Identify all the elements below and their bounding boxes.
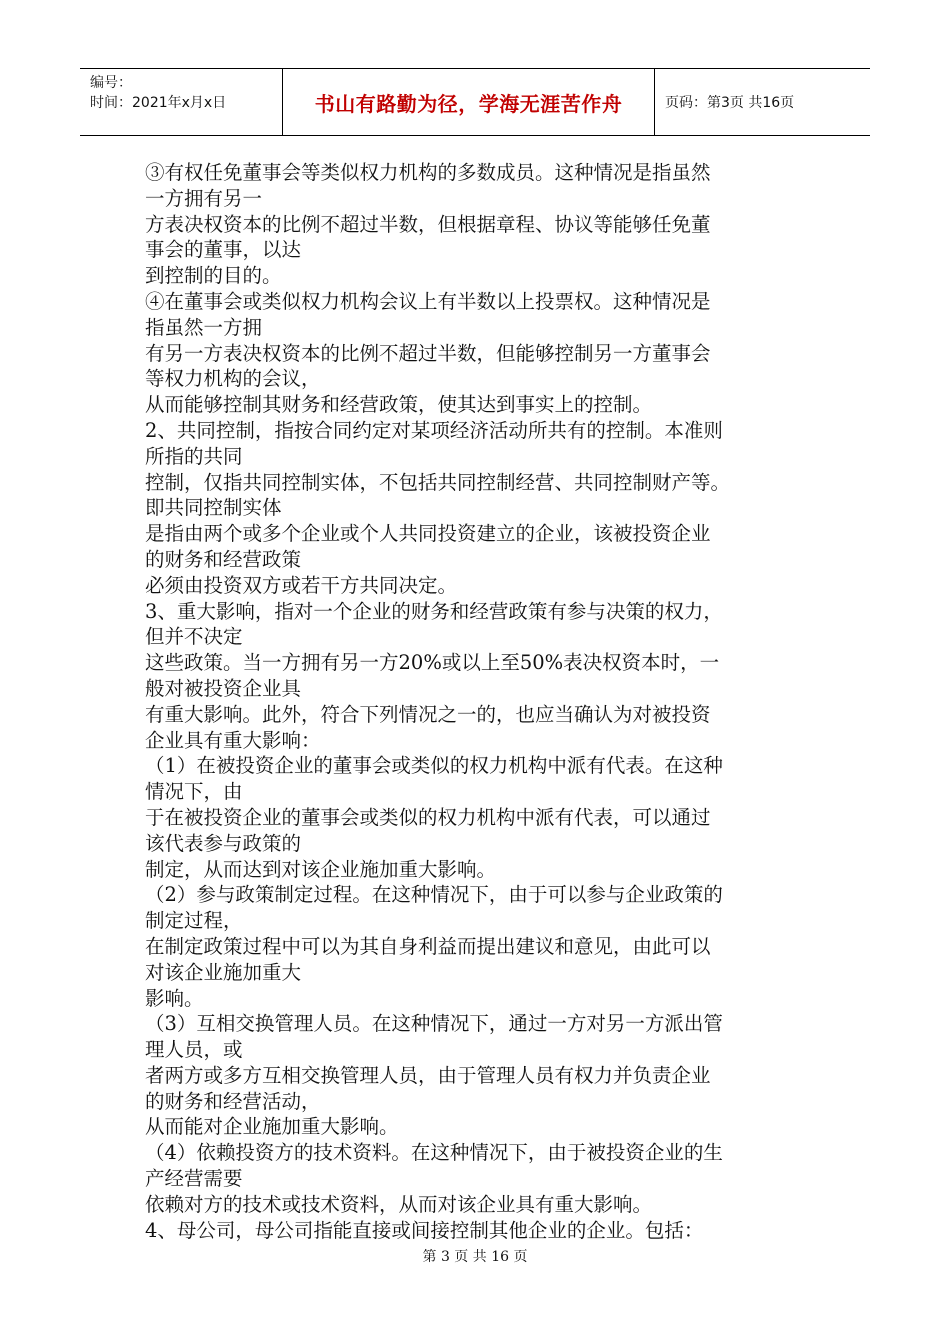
body-text-line: 该代表参与政策的 bbox=[145, 831, 302, 855]
body-text-line: 所指的共同 bbox=[145, 444, 243, 468]
body-text-line: 从而能够控制其财务和经营政策，使其达到事实上的控制。 bbox=[145, 393, 653, 417]
body-text-line: 事会的董事，以达 bbox=[145, 238, 302, 262]
body-text-line: 制定，从而达到对该企业施加重大影响。 bbox=[145, 857, 497, 881]
date-label: 时间：2021年x月x日 bbox=[90, 95, 227, 111]
body-text-line: （4）依赖投资方的技术资料。在这种情况下，由于被投资企业的生 bbox=[145, 1141, 723, 1165]
body-text-line: 于在被投资企业的董事会或类似的权力机构中派有代表，可以通过 bbox=[145, 805, 711, 829]
page-label: 页码：第3页 共16页 bbox=[665, 95, 795, 111]
body-text-line: 控制，仅指共同控制实体，不包括共同控制经营、共同控制财产等。 bbox=[145, 470, 731, 494]
body-text-line: 理人员，或 bbox=[145, 1038, 243, 1062]
motto-text: 书山有路勤为径，学海无涯苦作舟 bbox=[314, 91, 623, 116]
body-text-line: 从而能对企业施加重大影响。 bbox=[145, 1115, 399, 1139]
body-text-line: 对该企业施加重大 bbox=[145, 960, 302, 984]
page-footer: 第 3 页 共 16 页 bbox=[422, 1249, 528, 1265]
body-text-line: ③有权任免董事会等类似权力机构的多数成员。这种情况是指虽然 bbox=[145, 161, 711, 184]
body-text-line: 制定过程， bbox=[145, 909, 243, 933]
document-header bbox=[80, 68, 870, 136]
body-text-line: 有重大影响。此外，符合下列情况之一的，也应当确认为对被投资 bbox=[145, 702, 711, 726]
body-text-line: 的财务和经营活动， bbox=[145, 1089, 321, 1113]
body-text-line: 必须由投资双方或若干方共同决定。 bbox=[145, 573, 458, 597]
body-text-line: 指虽然一方拥 bbox=[145, 315, 263, 339]
body-text-line: 这些政策。当一方拥有另一方20%或以上至50%表决权资本时，一 bbox=[145, 651, 720, 675]
body-text-line: ④在董事会或类似权力机构会议上有半数以上投票权。这种情况是 bbox=[145, 289, 711, 313]
body-text-line: （3）互相交换管理人员。在这种情况下，通过一方对另一方派出管 bbox=[145, 1012, 723, 1036]
body-text-line: 的财务和经营政策 bbox=[145, 547, 302, 571]
body-text-line: （2）参与政策制定过程。在这种情况下，由于可以参与企业政策的 bbox=[145, 883, 723, 907]
header-page-cell bbox=[655, 69, 870, 135]
body-text-line: 情况下，由 bbox=[145, 780, 243, 804]
body-text-line: 是指由两个或多个企业或个人共同投资建立的企业，该被投资企业 bbox=[145, 522, 711, 546]
body-text-line: 但并不决定 bbox=[145, 625, 243, 649]
document-body bbox=[145, 160, 810, 1243]
body-text-line: 企业具有重大影响： bbox=[145, 728, 321, 752]
body-text-line: 2、共同控制，指按合同约定对某项经济活动所共有的控制。本准则 bbox=[145, 418, 723, 442]
body-text-line: 者两方或多方互相交换管理人员，由于管理人员有权力并负责企业 bbox=[145, 1063, 711, 1087]
header-motto-cell bbox=[283, 69, 655, 135]
body-text-line: 般对被投资企业具 bbox=[145, 676, 302, 700]
body-text-line: 到控制的目的。 bbox=[145, 264, 282, 288]
body-text-line: 在制定政策过程中可以为其自身利益而提出建议和意见，由此可以 bbox=[145, 934, 711, 958]
number-label: 编号： bbox=[90, 75, 132, 91]
body-text-line: 方表决权资本的比例不超过半数，但根据章程、协议等能够任免董 bbox=[145, 212, 711, 236]
body-text-line: 等权力机构的会议， bbox=[145, 367, 321, 391]
body-text-line: （1）在被投资企业的董事会或类似的权力机构中派有代表。在这种 bbox=[145, 754, 723, 778]
header-meta bbox=[80, 69, 283, 135]
body-text-line: 4、母公司，母公司指能直接或间接控制其他企业的企业。包括： bbox=[145, 1218, 704, 1242]
body-text-line: 即共同控制实体 bbox=[145, 496, 282, 520]
body-text-line: 有另一方表决权资本的比例不超过半数，但能够控制另一方董事会 bbox=[145, 341, 711, 365]
body-text-line: 一方拥有另一 bbox=[145, 186, 263, 210]
body-text-line: 依赖对方的技术或技术资料，从而对该企业具有重大影响。 bbox=[145, 1192, 653, 1216]
body-text-line: 影响。 bbox=[145, 986, 204, 1010]
body-text-line: 产经营需要 bbox=[145, 1167, 243, 1191]
body-text-line: 3、重大影响，指对一个企业的财务和经营政策有参与决策的权力， bbox=[145, 599, 723, 623]
